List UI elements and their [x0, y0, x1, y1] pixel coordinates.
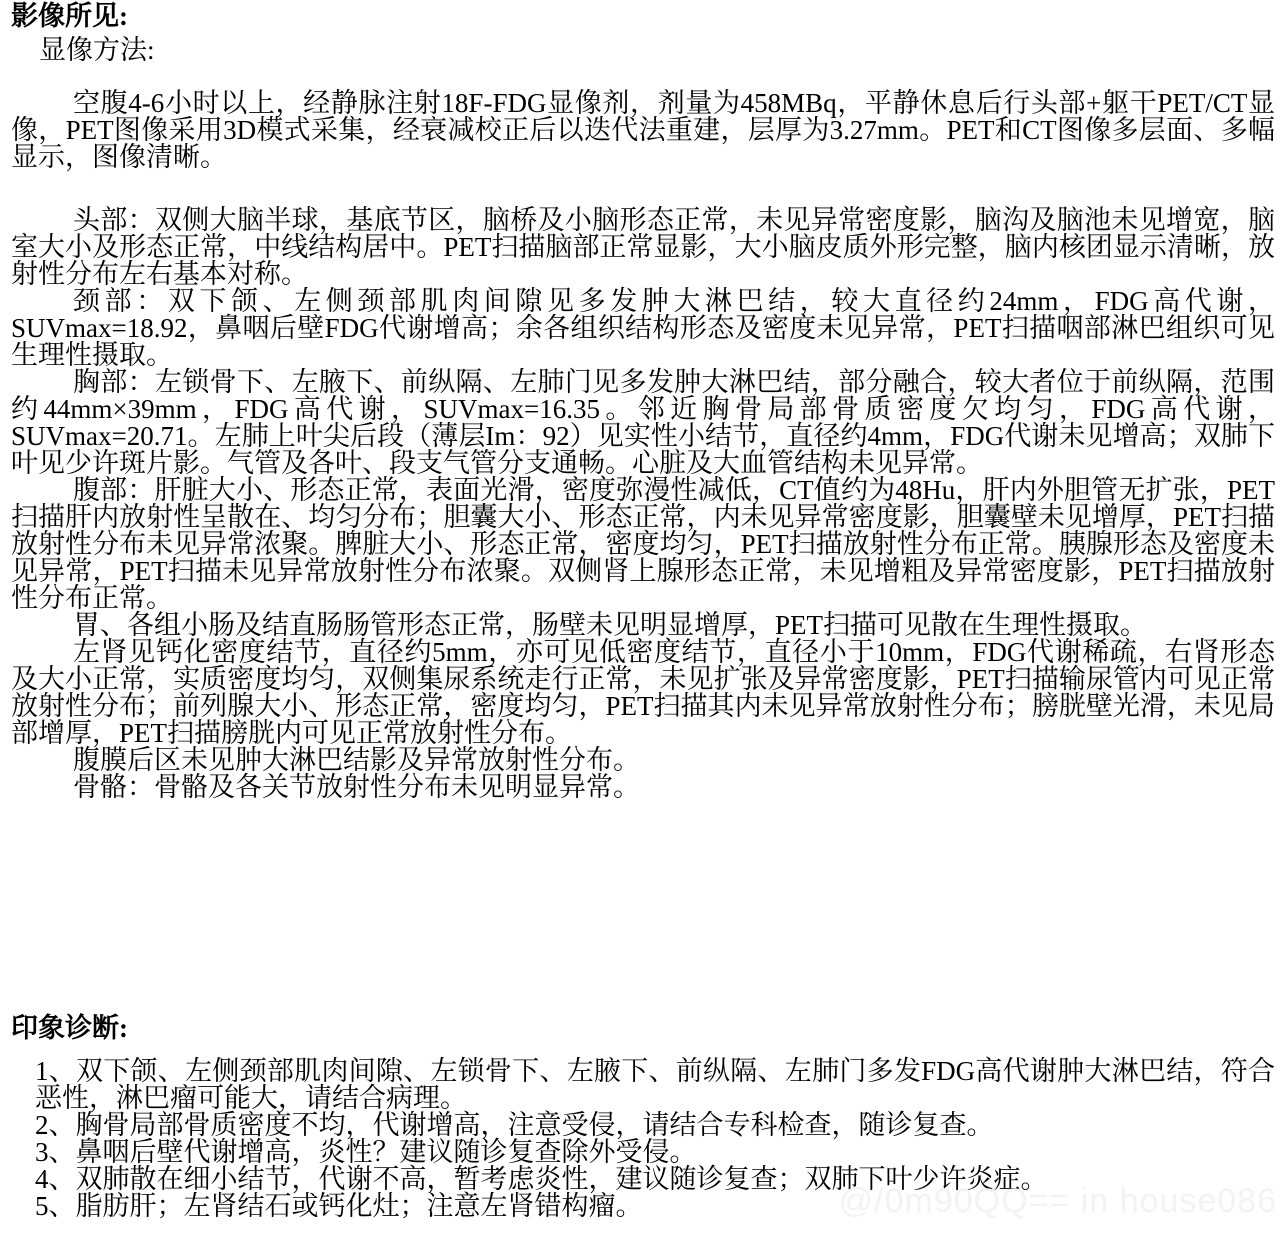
- findings-heading: 影像所见:: [11, 1, 128, 31]
- finding-paragraph-method: 空腹4-6小时以上，经静脉注射18F-FDG显像剂，剂量为458MBq，平静休息后行头部+躯干PET/CT显像，PET图像采用3D模式采集，经衰减校正后以迭代法重建，层厚为3.27mm。PET和CT图像多层面、多幅显示，图像清晰。: [11, 88, 1275, 172]
- impression-item-1: 1、双下颌、左侧颈部肌肉间隙、左锁骨下、左腋下、前纵隔、左肺门多发FDG高代谢肿大淋巴结，符合恶性，淋巴瘤可能大，请结合病理。: [35, 1056, 1275, 1113]
- finding-paragraph-bones: 骨骼：骨骼及各关节放射性分布未见明显异常。: [73, 772, 640, 802]
- impression-item-2: 2、胸骨局部骨质密度不均，代谢增高，注意受侵，请结合专科检查，随诊复查。: [35, 1110, 994, 1140]
- impression-item-3: 3、鼻咽后壁代谢增高，炎性？建议随诊复查除外受侵。: [35, 1137, 697, 1167]
- finding-paragraph-retroperitoneum: 腹膜后区未见肿大淋巴结影及异常放射性分布。: [73, 745, 640, 775]
- watermark: @/0m90QQ== in house086: [838, 1182, 1277, 1220]
- finding-paragraph-neck: 颈部：双下颌、左侧颈部肌肉间隙见多发肿大淋巴结，较大直径约24mm，FDG高代谢，SUVmax=18.92，鼻咽后壁FDG代谢增高；余各组织结构形态及密度未见异常，PET扫描咽部淋巴组织可见生理性摄取。: [11, 286, 1275, 370]
- impression-item-4: 4、双肺散在细小结节，代谢不高，暂考虑炎性，建议随诊复查；双肺下叶少许炎症。: [35, 1164, 1048, 1194]
- finding-paragraph-head: 头部：双侧大脑半球，基底节区，脑桥及小脑形态正常，未见异常密度影，脑沟及脑池未见增宽，脑室大小及形态正常，中线结构居中。PET扫描脑部正常显影，大小脑皮质外形完整，脑内核团显示清晰，放射性分布左右基本对称。: [11, 205, 1275, 289]
- finding-paragraph-kidney: 左肾见钙化密度结节，直径约5mm，亦可见低密度结节，直径小于10mm，FDG代谢稀疏，右肾形态及大小正常，实质密度均匀，双侧集尿系统走行正常，未见扩张及异常密度影，PET扫描输尿管内可见正常放射性分布；前列腺大小、形态正常，密度均匀，PET扫描其内未见异常放射性分布；膀胱壁光滑，未见局部增厚，PET扫描膀胱内可见正常放射性分布。: [11, 637, 1275, 748]
- finding-paragraph-abdomen: 腹部：肝脏大小、形态正常，表面光滑，密度弥漫性减低，CT值约为48Hu，肝内外胆管无扩张，PET扫描肝内放射性呈散在、均匀分布；胆囊大小、形态正常，内未见异常密度影，胆囊壁未见增厚，PET扫描放射性分布未见异常浓聚。脾脏大小、形态正常，密度均匀，PET扫描放射性分布正常。胰腺形态及密度未见异常，PET扫描未见异常放射性分布浓聚。双侧肾上腺形态正常，未见增粗及异常密度影，PET扫描放射性分布正常。: [11, 475, 1275, 613]
- impression-item-5: 5、脂肪肝；左肾结石或钙化灶；注意左肾错构瘤。: [35, 1191, 643, 1221]
- impression-heading: 印象诊断:: [11, 1013, 128, 1043]
- finding-paragraph-stomach: 胃、各组小肠及结直肠肠管形态正常，肠壁未见明显增厚，PET扫描可见散在生理性摄取。: [73, 610, 1147, 640]
- method-heading: 显像方法:: [39, 35, 155, 65]
- finding-paragraph-chest: 胸部：左锁骨下、左腋下、前纵隔、左肺门见多发肿大淋巴结，部分融合，较大者位于前纵隔，范围约44mm×39mm，FDG高代谢，SUVmax=16.35。邻近胸骨局部骨质密度欠均匀，FDG高代谢，SUVmax=20.71。左肺上叶尖后段（薄层Im：92）见实性小结节，直径约4mm，FDG代谢未见增高；双肺下叶见少许斑片影。气管及各叶、段支气管分支通畅。心脏及大血管结构未见异常。: [11, 367, 1275, 478]
